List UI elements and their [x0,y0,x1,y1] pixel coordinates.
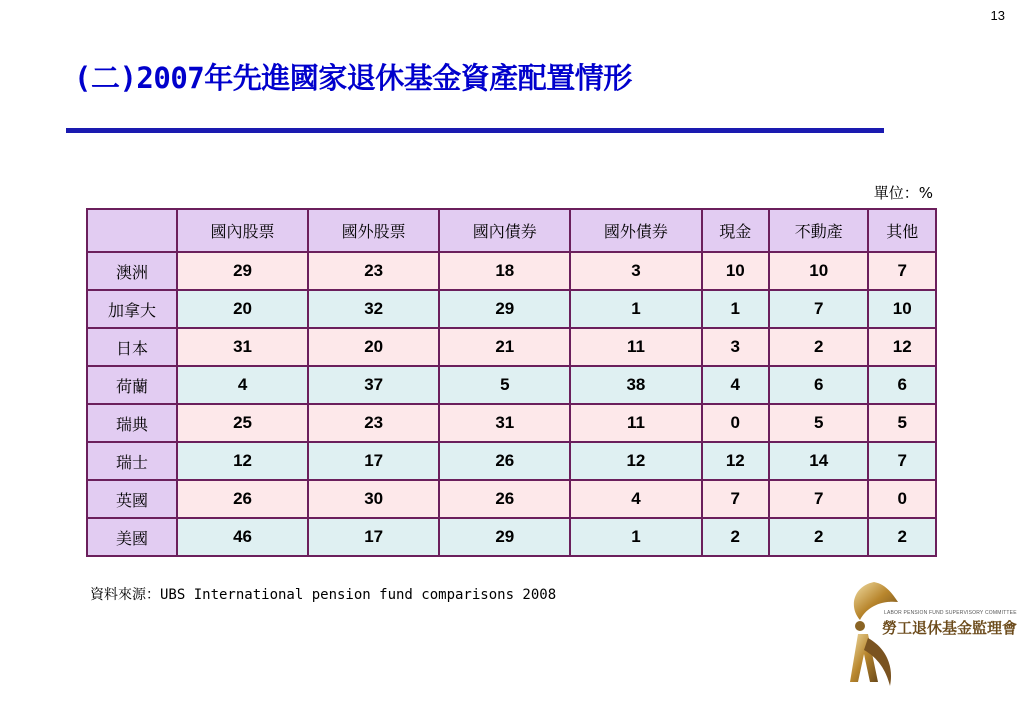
country-cell: 日本 [87,328,177,366]
value-cell: 17 [308,518,439,556]
value-cell: 29 [177,252,308,290]
country-cell: 瑞典 [87,404,177,442]
value-cell: 1 [702,290,770,328]
value-cell: 12 [868,328,936,366]
value-cell: 14 [769,442,868,480]
table-row [87,290,936,328]
value-cell: 7 [769,290,868,328]
header-cell-domestic-bonds: 國內債券 [439,209,570,252]
value-cell: 6 [868,366,936,404]
value-cell: 2 [868,518,936,556]
value-cell: 2 [702,518,770,556]
header-cell-corner [87,209,177,252]
value-cell: 1 [570,518,701,556]
value-cell: 26 [439,442,570,480]
value-cell: 0 [702,404,770,442]
table-header-row [87,209,936,252]
value-cell: 5 [868,404,936,442]
value-cell: 7 [868,252,936,290]
value-cell: 7 [702,480,770,518]
table-row [87,404,936,442]
value-cell: 29 [439,290,570,328]
country-cell: 瑞士 [87,442,177,480]
logo-organization-name: 勞工退休基金監理會 [882,619,1018,637]
value-cell: 32 [308,290,439,328]
value-cell: 4 [177,366,308,404]
value-cell: 10 [769,252,868,290]
value-cell: 21 [439,328,570,366]
allocation-table [86,208,937,557]
value-cell: 26 [177,480,308,518]
value-cell: 3 [570,252,701,290]
value-cell: 12 [570,442,701,480]
country-cell: 荷蘭 [87,366,177,404]
value-cell: 12 [702,442,770,480]
value-cell: 25 [177,404,308,442]
title-underline [66,128,884,133]
slide-title: (二)2007年先進國家退休基金資產配置情形 [74,61,632,95]
value-cell: 20 [308,328,439,366]
header-cell-domestic-equity: 國內股票 [177,209,308,252]
value-cell: 37 [308,366,439,404]
value-cell: 10 [702,252,770,290]
table-row [87,518,936,556]
country-cell: 英國 [87,480,177,518]
value-cell: 18 [439,252,570,290]
value-cell: 4 [702,366,770,404]
value-cell: 7 [868,442,936,480]
table-row [87,328,936,366]
value-cell: 31 [439,404,570,442]
unit-label: 單位：% [873,184,933,202]
value-cell: 23 [308,252,439,290]
value-cell: 17 [308,442,439,480]
value-cell: 6 [769,366,868,404]
page-number: 13 [990,8,1005,23]
country-cell: 澳洲 [87,252,177,290]
table-row [87,252,936,290]
value-cell: 3 [702,328,770,366]
value-cell: 2 [769,328,868,366]
country-cell: 加拿大 [87,290,177,328]
table-row [87,366,936,404]
table-row [87,480,936,518]
value-cell: 31 [177,328,308,366]
source-note: 資料來源：UBS International pension fund comparisons 2008 [90,587,557,603]
value-cell: 4 [570,480,701,518]
value-cell: 11 [570,328,701,366]
value-cell: 12 [177,442,308,480]
value-cell: 1 [570,290,701,328]
table-row [87,442,936,480]
value-cell: 10 [868,290,936,328]
header-cell-cash: 現金 [702,209,770,252]
value-cell: 11 [570,404,701,442]
value-cell: 26 [439,480,570,518]
value-cell: 46 [177,518,308,556]
value-cell: 38 [570,366,701,404]
country-cell: 美國 [87,518,177,556]
header-cell-foreign-equity: 國外股票 [308,209,439,252]
table-body [87,252,936,556]
value-cell: 2 [769,518,868,556]
value-cell: 0 [868,480,936,518]
logo-english-text: LABOR PENSION FUND SUPERVISORY COMMITTEE [884,610,1017,616]
organization-logo [846,578,1018,690]
value-cell: 5 [439,366,570,404]
header-cell-foreign-bonds: 國外債券 [570,209,701,252]
value-cell: 30 [308,480,439,518]
header-cell-other: 其他 [868,209,936,252]
value-cell: 20 [177,290,308,328]
value-cell: 23 [308,404,439,442]
header-cell-real-estate: 不動產 [769,209,868,252]
value-cell: 7 [769,480,868,518]
value-cell: 5 [769,404,868,442]
value-cell: 29 [439,518,570,556]
